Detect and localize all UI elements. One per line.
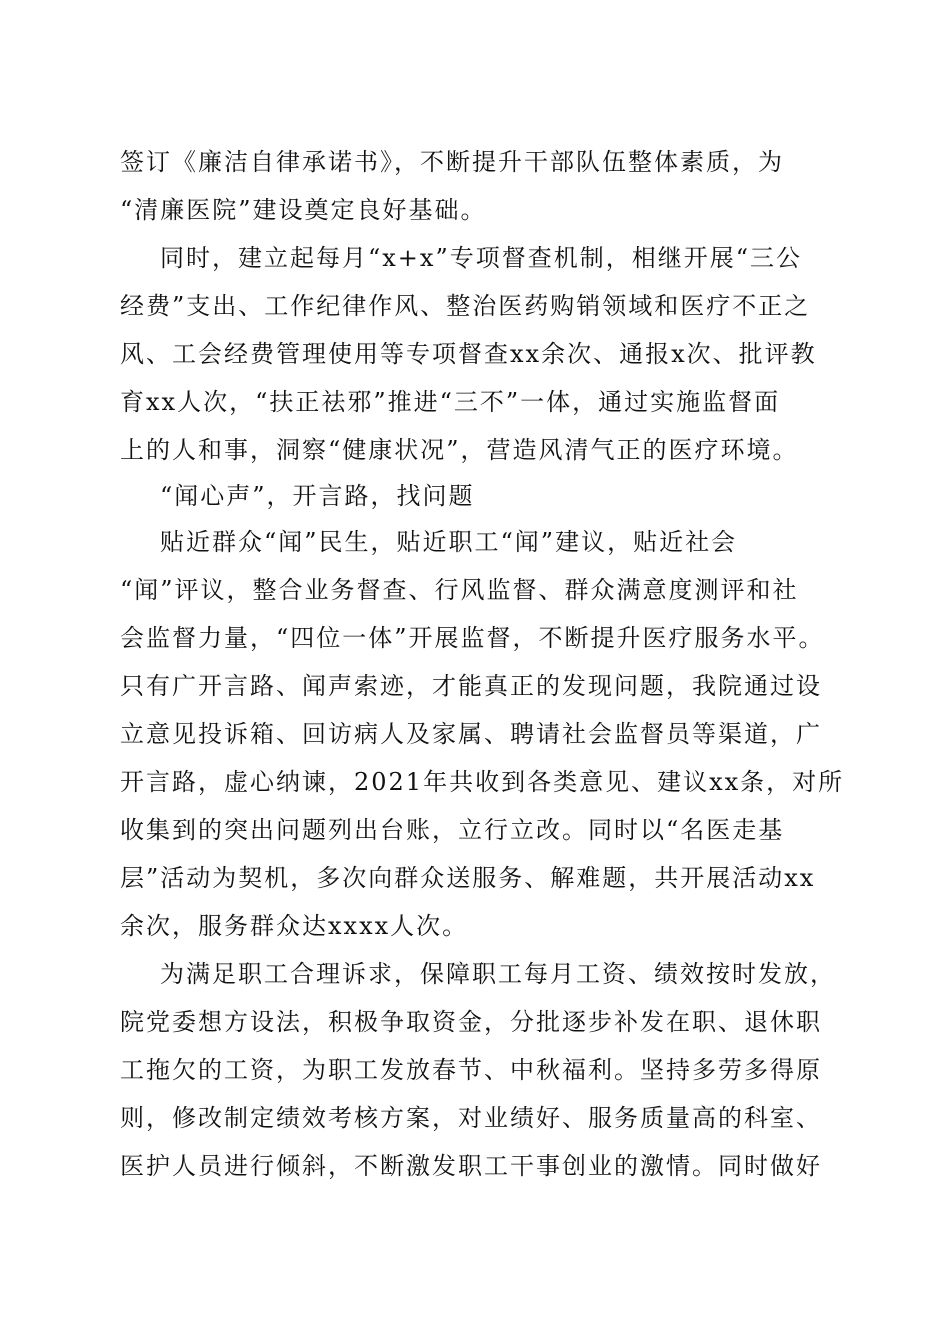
text-line: 为满足职工合理诉求，保障职工每月工资、绩效按时发放， <box>160 960 836 988</box>
text-line: 经费”支出、工作纪律作风、整治医药购销领域和医疗不正之 <box>120 292 811 320</box>
text-line: “闻”评议，整合业务督查、行风监督、群众满意度测评和社 <box>120 576 799 604</box>
text-line: 签订《廉洁自律承诺书》，不断提升干部队伍整体素质，为 <box>120 148 784 176</box>
text-line: 立意见投诉箱、回访病人及家属、聘请社会监督员等渠道，广 <box>120 720 822 748</box>
text-line: 上的人和事，洞察“健康状况”，营造风清气正的医疗环境。 <box>120 436 799 464</box>
text-line: 院党委想方设法，积极争取资金，分批逐步补发在职、退休职 <box>120 1008 822 1036</box>
section-heading: “闻心声”，开言路，找问题 <box>160 482 475 510</box>
text-line: 育xx人次，“扶正祛邪”推进“三不”一体，通过实施监督面 <box>120 388 781 416</box>
text-line: 会监督力量，“四位一体”开展监督，不断提升医疗服务水平。 <box>120 624 825 652</box>
text-line: 贴近群众“闻”民生，贴近职工“闻”建议，贴近社会 <box>160 528 738 556</box>
text-line: 开言路，虚心纳谏，2021年共收到各类意见、建议xx条，对所 <box>120 768 845 796</box>
text-line: 工拖欠的工资，为职工发放春节、中秋福利。坚持多劳多得原 <box>120 1056 822 1084</box>
text-line: 医护人员进行倾斜，不断激发职工干事创业的激情。同时做好 <box>120 1152 822 1180</box>
text-line: 层”活动为契机，多次向群众送服务、解难题，共开展活动xx <box>120 864 816 892</box>
text-line: 风、工会经费管理使用等专项督查xx余次、通报x次、批评教 <box>120 340 817 368</box>
text-line: 则，修改制定绩效考核方案，对业绩好、服务质量高的科室、 <box>120 1104 822 1132</box>
text-line: “清廉医院”建设奠定良好基础。 <box>120 196 487 224</box>
text-line: 余次，服务群众达xxxx人次。 <box>120 912 469 940</box>
text-line: 只有广开言路、闻声索迹，才能真正的发现问题，我院通过设 <box>120 672 822 700</box>
text-line: 收集到的突出问题列出台账，立行立改。同时以“名医走基 <box>120 816 785 844</box>
text-line: 同时，建立起每月“x+x”专项督查机制，相继开展“三公 <box>160 244 802 272</box>
